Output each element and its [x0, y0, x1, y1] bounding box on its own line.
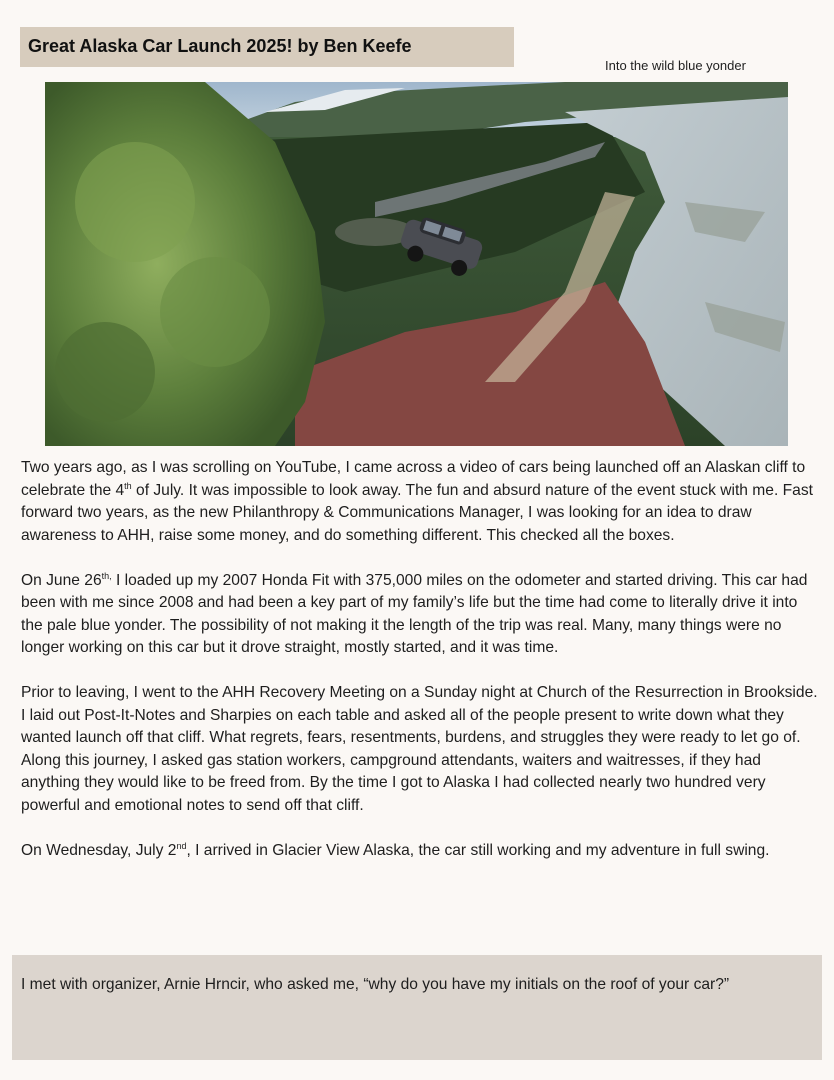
article-title [20, 27, 514, 67]
paragraph-2-text-a: On June 26 [21, 571, 102, 589]
paragraph-glacier-view [21, 840, 821, 863]
article-body [21, 457, 821, 885]
paragraph-recovery-meeting: Prior to leaving, I went to the AHH Recovery Meeting on a Sunday night at Church of the Resurrection in Brookside. I laid out Post-It-Notes and Sharpies on each table and asked all of the people present to write down what they wanted launch off that cliff. What regrets, fears, resentments, burdens, and struggles they were ready to let go of. Along this journey, I asked gas station workers, campground attendants, waiters and waitresses, if they had anything they would like to be freed from. By the time I got to Alaska I had collected nearly two hundred very powerful and emotional notes to send off that cliff. [21, 684, 818, 814]
paragraph-4-text-a: On Wednesday, July 2 [21, 841, 177, 859]
paragraph-organizer: I met with organizer, Arnie Hrncir, who asked me, “why do you have my initials on the roof of your car?” [21, 976, 730, 993]
photo-caption: Into the wild blue yonder [605, 58, 746, 73]
photo-illustration [45, 82, 788, 446]
paragraph-1-text-b: of July. It was impossible to look away. The fun and absurd nature of the event stuck with me. Fast forward two years, as the new Philanthropy & Communications Manager, I was looking for an idea to draw awareness to AHH, raise some money, and do something different. This checked all the boxes. [21, 481, 813, 544]
superscript-th-comma: th, [101, 570, 112, 581]
paragraph-4-text-b: , I arrived in Glacier View Alaska, the car still working and my adventure in full swing. [186, 841, 770, 859]
paragraph-1-text-a: Two years ago, as I was scrolling on YouTube, I came across a video of cars being launched off an Alaskan cliff to celebrate the 4 [21, 459, 806, 499]
superscript-th: th [124, 480, 132, 491]
paragraph-2-text-b: I loaded up my 2007 Honda Fit with 375,000 miles on the odometer and started driving. This car had been with me since 2008 and had been a key part of my family’s life but the time had come to literally drive it into the pale blue yonder. The possibility of not making it the length of the trip was real. Many, many things were no longer working on this car but it drove straight, mostly started, and it was time. [21, 571, 808, 656]
paragraph-honda-fit [21, 570, 821, 660]
superscript-nd: nd [176, 840, 187, 851]
article-title-text: Great Alaska Car Launch 2025! by Ben Keefe [28, 36, 412, 56]
highlight-box [12, 955, 822, 1060]
paragraph-youtube [21, 457, 821, 547]
car-launch-photo [45, 82, 788, 446]
